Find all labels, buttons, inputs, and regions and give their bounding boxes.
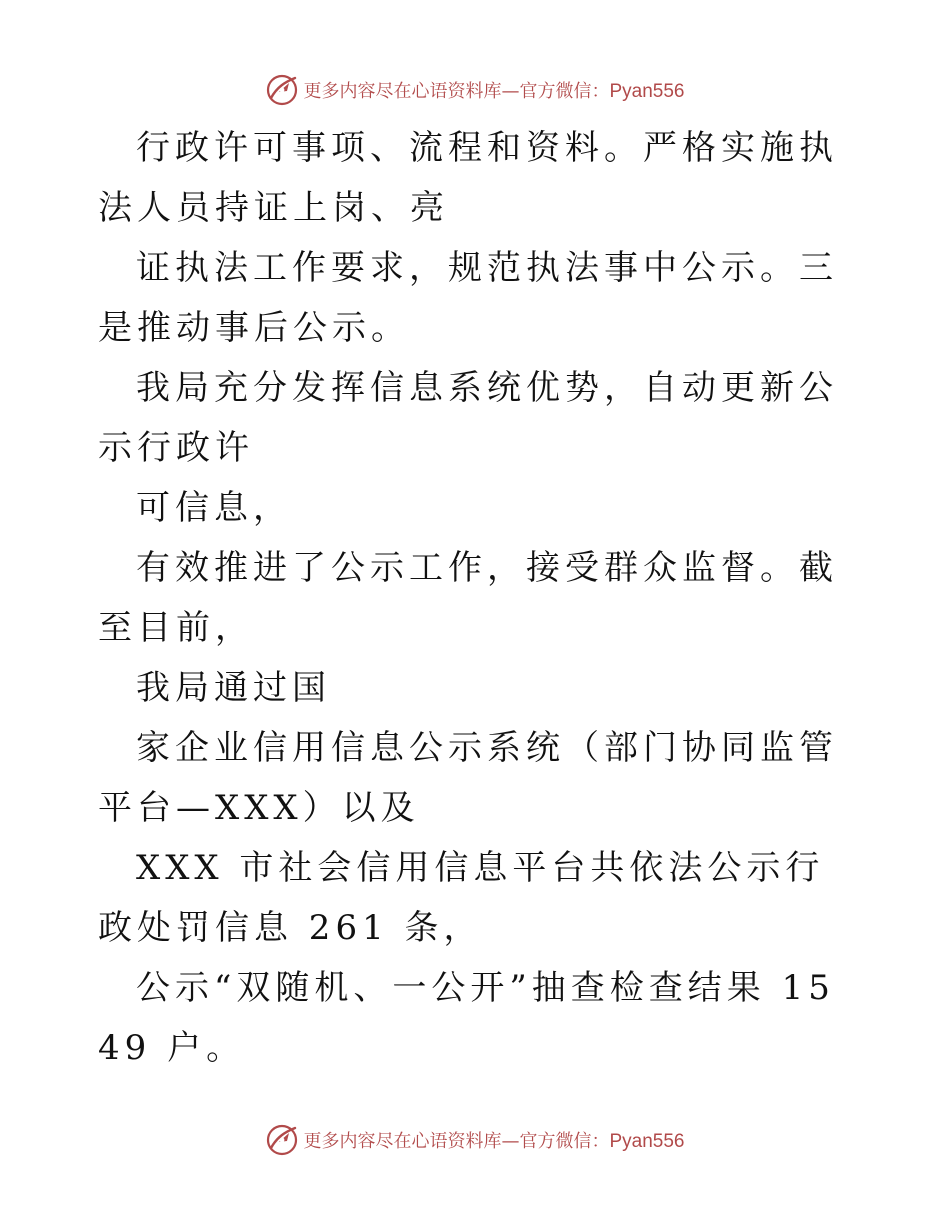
footer-banner-id: Pyan556	[609, 1131, 685, 1152]
paragraph: 有效推进了公示工作，接受群众监督。截至目前，	[98, 548, 838, 648]
paragraph: 家企业信用信息公示系统（部门协同监管平台—XXX）以及	[98, 728, 838, 828]
paragraph: 证执法工作要求，规范执法事中公示。三是推动事后公示。	[98, 248, 838, 348]
footer-banner-text	[303, 1127, 684, 1153]
paragraph: 可信息，	[136, 488, 292, 528]
header-banner-label: 更多内容尽在心语资料库—官方微信：	[303, 81, 610, 102]
header-banner-id: Pyan556	[609, 81, 685, 102]
paragraph: 行政许可事项、流程和资料。严格实施执法人员持证上岗、亮	[98, 128, 838, 228]
pen-nib-circle-icon	[265, 1123, 299, 1157]
footer-banner-label: 更多内容尽在心语资料库—官方微信：	[303, 1131, 610, 1152]
footer-banner	[0, 1120, 950, 1160]
paragraph: 我局充分发挥信息系统优势，自动更新公示行政许	[98, 368, 838, 468]
document-body	[98, 118, 858, 1078]
header-banner-text	[303, 77, 684, 103]
pen-nib-circle-icon	[265, 73, 299, 107]
paragraph: 我局通过国	[136, 668, 331, 708]
paragraph: XXX 市社会信用信息平台共依法公示行政处罚信息 261 条，	[98, 848, 825, 948]
paragraph: 公示“双随机、一公开”抽查检查结果 1549 户。	[98, 968, 835, 1068]
header-banner	[0, 70, 950, 110]
